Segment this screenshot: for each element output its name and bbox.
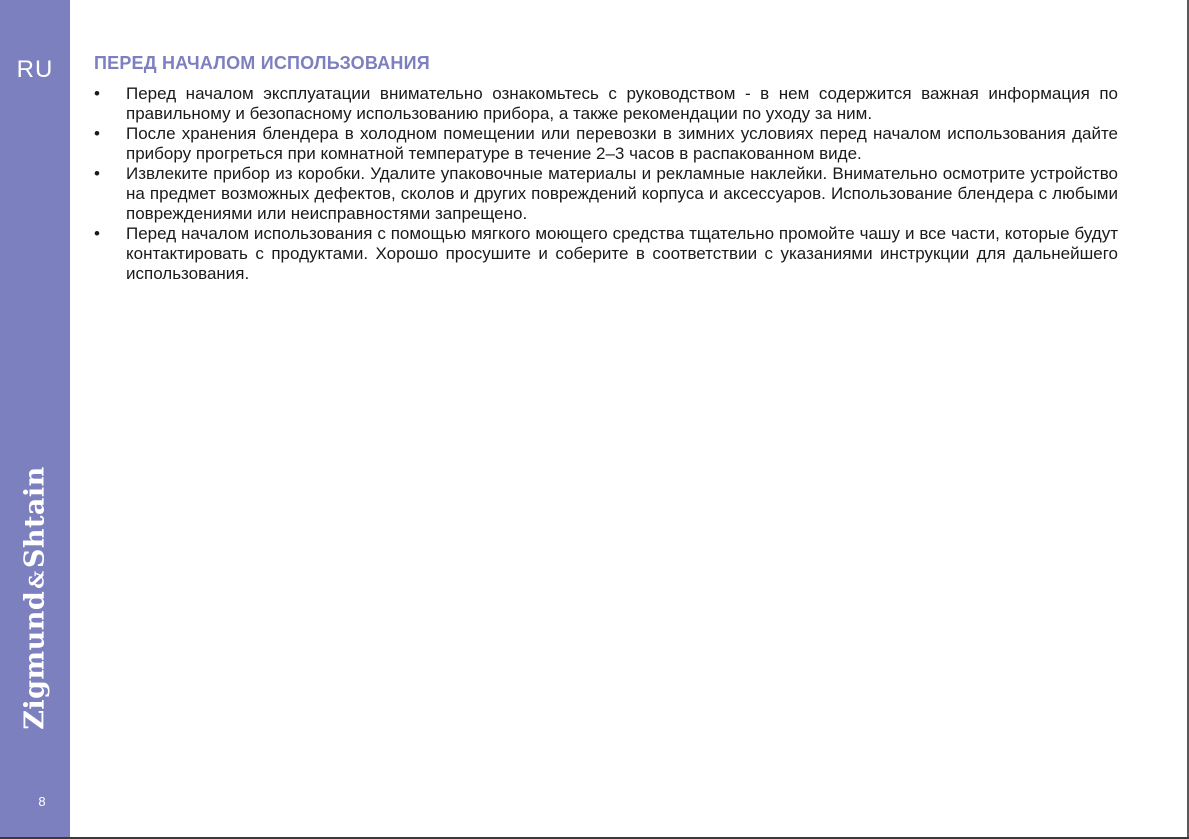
bullet-icon: • [94, 164, 100, 183]
brand-logo [20, 466, 51, 730]
bullet-icon: • [94, 224, 100, 243]
main-content [94, 53, 1118, 284]
list-item [94, 84, 1118, 124]
instruction-list [94, 84, 1118, 284]
list-item-text: После хранения блендера в холодном помещении или перевозки в зимних условиях перед началом использования дайте прибору прогреться при комнатной температуре в течение 2–3 часов в распакованном виде. [126, 124, 1118, 163]
bullet-icon: • [94, 84, 100, 103]
bullet-icon: • [94, 124, 100, 143]
sidebar [0, 0, 70, 839]
list-item-text: Перед началом использования с помощью мягкого моющего средства тщательно промойте чашу и все части, которые будут контактировать с продуктами. Хорошо просушите и соберите в соответствии с указаниями инструкции для дальнейшего использования. [126, 224, 1118, 283]
list-item-text: Извлеките прибор из коробки. Удалите упаковочные материалы и рекламные наклейки. Внимательно осмотрите устройство на предмет возможных дефектов, сколов и других повреждений корпуса и аксессуаров. Использование блендера с любыми повреждениями или неисправностями запрещено. [126, 164, 1118, 223]
list-item-text: Перед началом эксплуатации внимательно ознакомьтесь с руководством - в нем содержится важная информация по правильному и безопасному использованию прибора, а также рекомендации по уходу за ним. [126, 84, 1118, 123]
brand-logo-right: Shtain [19, 466, 51, 569]
list-item [94, 124, 1118, 164]
language-code: RU [16, 56, 54, 83]
page-number: 8 [38, 794, 46, 809]
list-item [94, 224, 1118, 284]
list-item [94, 164, 1118, 224]
brand-logo-left: Zigmund [19, 590, 51, 730]
brand-logo-ampersand: & [24, 570, 49, 589]
section-title: ПЕРЕД НАЧАЛОМ ИСПОЛЬЗОВАНИЯ [94, 53, 430, 73]
